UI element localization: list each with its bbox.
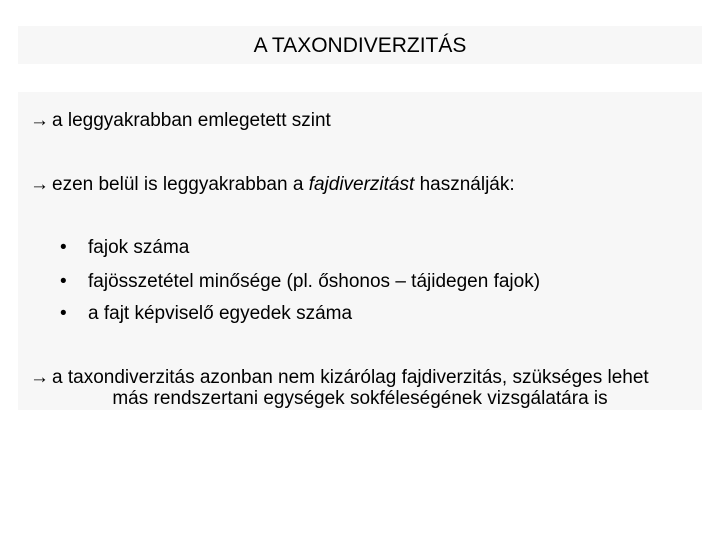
point-level-text: a leggyakrabban emlegetett szint xyxy=(52,110,331,131)
point-species-suffix: használják: xyxy=(414,174,515,195)
arrow-right-icon: → xyxy=(30,174,49,195)
point-species-prefix: ezen belül is leggyakrabban a xyxy=(52,174,309,195)
bullet-icon: • xyxy=(60,271,67,292)
point-species-diversity xyxy=(30,174,515,196)
bullet-item xyxy=(60,303,352,325)
point-level xyxy=(30,110,331,132)
bullet-text: fajok száma xyxy=(88,237,190,258)
bullet-icon: • xyxy=(60,237,67,258)
closing-line-1: a taxondiverzitás azonban nem kizárólag fajdiverzitás, szükséges lehet xyxy=(52,367,649,388)
closing-point xyxy=(30,367,649,389)
arrow-right-icon: → xyxy=(30,367,49,388)
bullet-text: fajösszetétel minősége (pl. őshonos – tájidegen fajok) xyxy=(88,271,541,292)
bullet-icon: • xyxy=(60,303,67,324)
bullet-item xyxy=(60,237,189,259)
closing-line-2: más rendszertani egységek sokféleségének vizsgálatára is xyxy=(112,388,608,409)
bullet-text: a fajt képviselő egyedek száma xyxy=(88,303,353,324)
slide-title: A TAXONDIVERZITÁS xyxy=(253,34,467,57)
point-species-emphasis: fajdiverzitást xyxy=(308,174,415,195)
arrow-right-icon: → xyxy=(30,110,49,131)
bullet-item xyxy=(60,271,540,293)
